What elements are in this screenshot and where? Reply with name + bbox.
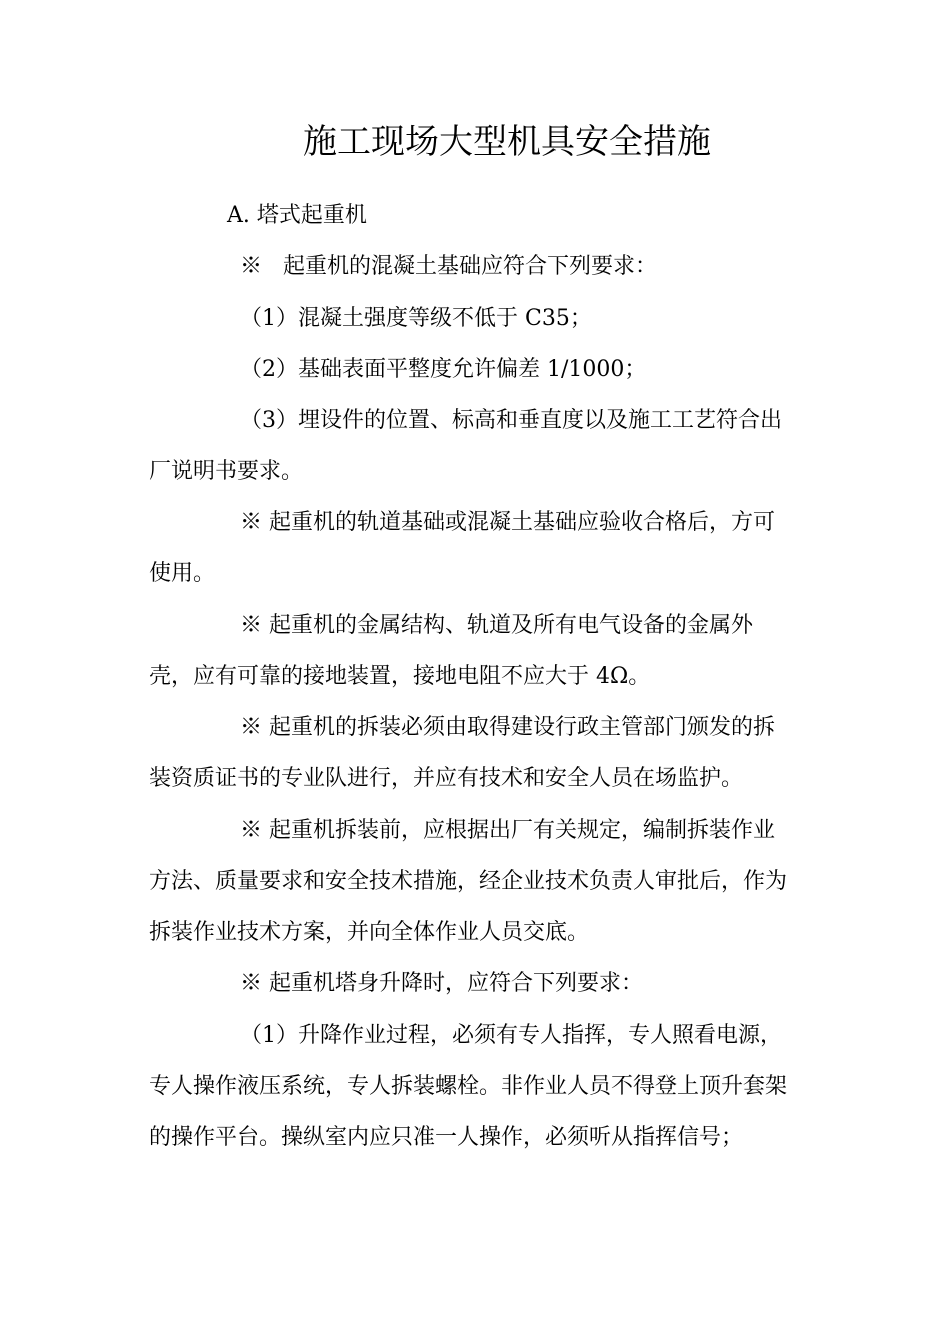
paragraph-line: （1）升降作业过程，必须有专人指挥，专人照看电源， xyxy=(240,1023,782,1048)
paragraph-line: （2）基础表面平整度允许偏差 1/1000； xyxy=(240,357,647,382)
paragraph-line: （1）混凝土强度等级不低于 C35； xyxy=(240,306,592,331)
paragraph-line: 的操作平台。操纵室内应只准一人操作，必须听从指挥信号； xyxy=(149,1125,744,1150)
paragraph-line: ※ 起重机拆装前，应根据出厂有关规定，编制拆装作业 xyxy=(240,818,775,843)
paragraph-line: 厂说明书要求。 xyxy=(149,459,304,484)
section-heading: A. 塔式起重机 xyxy=(227,203,367,228)
paragraph-line: ※ 起重机的金属结构、轨道及所有电气设备的金属外 xyxy=(240,613,753,638)
paragraph-line: （3）埋设件的位置、标高和垂直度以及施工工艺符合出 xyxy=(240,408,782,433)
document-title: 施工现场大型机具安全措施 xyxy=(303,122,711,162)
paragraph-line: 装资质证书的专业队进行，并应有技术和安全人员在场监护。 xyxy=(149,766,744,791)
paragraph-line: 拆装作业技术方案，并向全体作业人员交底。 xyxy=(149,920,590,945)
paragraph-line: 壳，应有可靠的接地装置，接地电阻不应大于 4Ω。 xyxy=(149,664,651,689)
paragraph-line: 方法、质量要求和安全技术措施，经企业技术负责人审批后，作为 xyxy=(149,869,788,894)
paragraph-line: ※ 起重机的混凝土基础应符合下列要求： xyxy=(240,254,657,279)
paragraph-line: ※ 起重机塔身升降时，应符合下列要求： xyxy=(240,971,643,996)
paragraph-line: ※ 起重机的轨道基础或混凝土基础应验收合格后，方可 xyxy=(240,510,775,535)
paragraph-line: 专人操作液压系统，专人拆装螺栓。非作业人员不得登上顶升套架 xyxy=(149,1074,788,1099)
paragraph-line: ※ 起重机的拆装必须由取得建设行政主管部门颁发的拆 xyxy=(240,715,775,740)
paragraph-line: 使用。 xyxy=(149,561,216,586)
